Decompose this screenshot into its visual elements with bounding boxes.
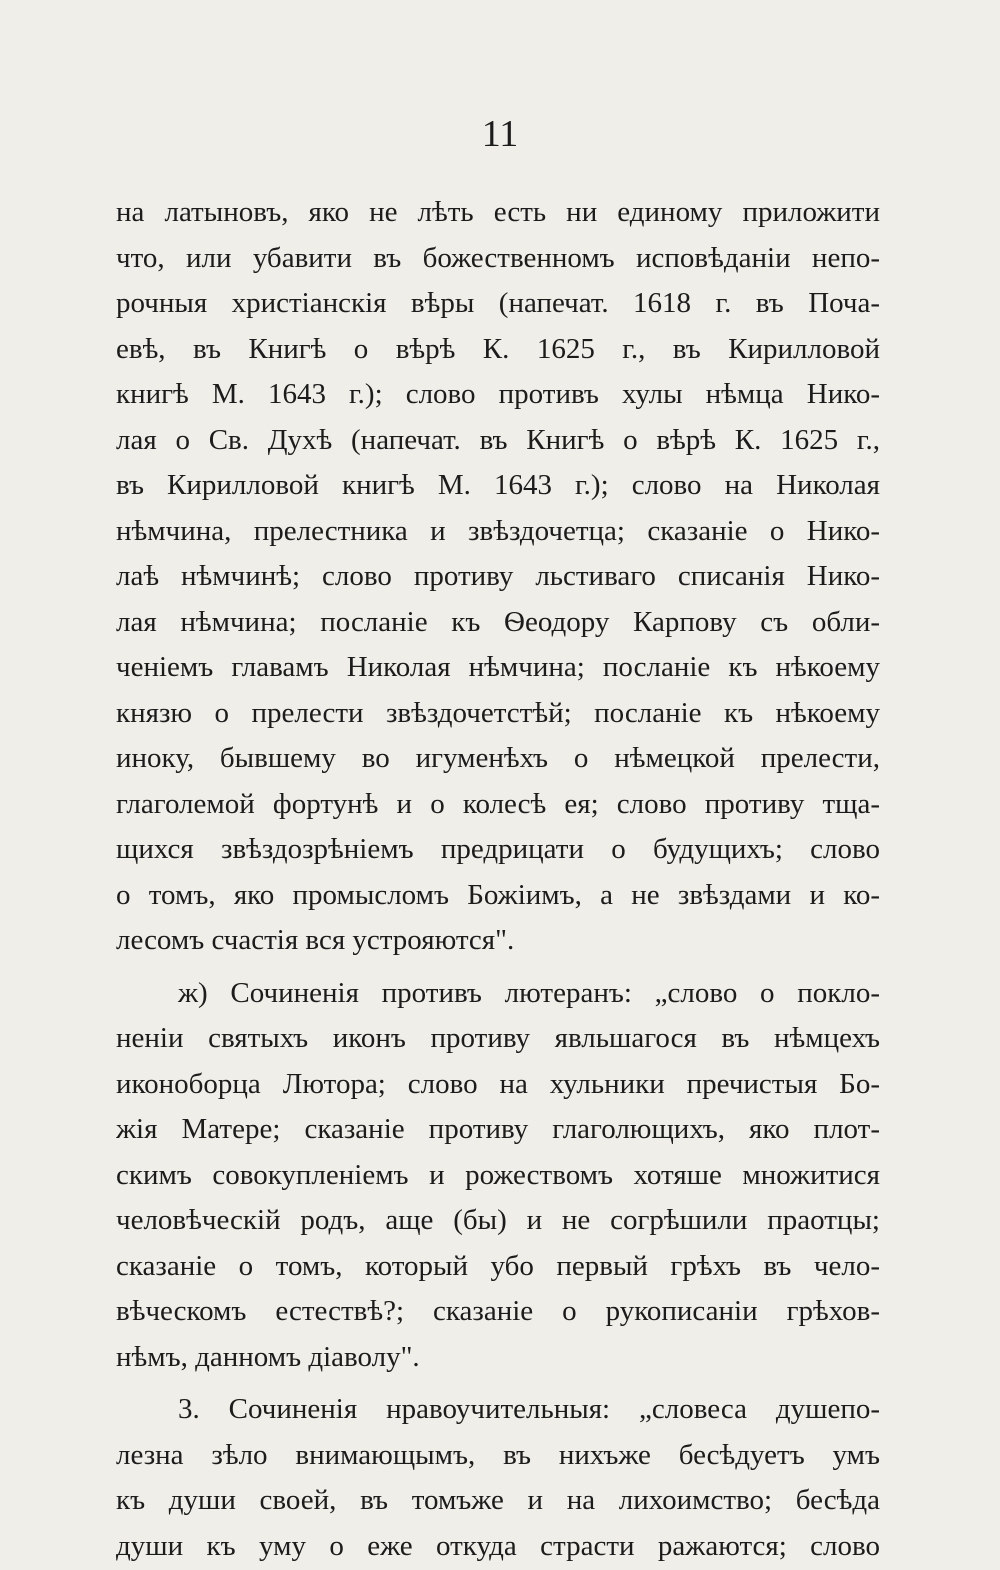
text-line: неніи святыхъ иконъ противу явльшагося въ нѣмцехъ: [116, 1022, 880, 1054]
body-text: [116, 190, 880, 1569]
text-line: жія Матере; сказаніе противу глаголющихъ, яко плот-: [116, 1113, 880, 1145]
text-line: сказаніе о томъ, который убо первый грѣхъ въ чело-: [116, 1249, 880, 1282]
text-line: рочныя христіанскія вѣры (напечат. 1618 г. въ Поча-: [116, 287, 880, 319]
paragraph-gap: [116, 964, 880, 971]
text-line: ченіемъ главамъ Николая нѣмчина; посланіе къ нѣкоему: [116, 651, 880, 683]
paragraph-gap: [116, 1380, 880, 1387]
text-line: книгѣ М. 1643 г.); слово противъ хулы нѣмца Нико-: [116, 378, 880, 410]
text-line: что, или убавити въ божественномъ исповѣданіи непо-: [116, 241, 880, 274]
text-line: 3. Сочиненія нравоучительныя: „словеса душепо-: [178, 1393, 880, 1425]
text-line: лая о Св. Духѣ (напечат. въ Книгѣ о вѣрѣ К. 1625 г.,: [116, 423, 880, 456]
text-line: о томъ, яко промысломъ Божіимъ, а не звѣздами и ко-: [116, 878, 880, 911]
text-line: иконоборца Лютора; слово на хульники пречистыя Бо-: [116, 1067, 880, 1100]
text-line: скимъ совокупленіемъ и рожествомъ хотяше множитися: [116, 1158, 880, 1191]
text-line: въ Кирилловой книгѣ М. 1643 г.); слово на Николая: [116, 469, 880, 501]
text-line: души къ уму о еже откуда страсти ражаются; слово: [116, 1529, 880, 1562]
text-line: лаѣ нѣмчинѣ; слово противу льстиваго списанія Нико-: [116, 560, 880, 592]
page-number: 11: [481, 113, 519, 155]
text-line: нѣмчина, прелестника и звѣздочетца; сказаніе о Нико-: [116, 514, 880, 547]
text-line: къ души своей, въ томъже и на лихоимство; бесѣда: [116, 1484, 880, 1516]
text-line: человѣческій родъ, аще (бы) и не согрѣшили праотцы;: [116, 1204, 880, 1236]
text-line: лая нѣмчина; посланіе къ Ѳеодору Карпову съ обли-: [116, 605, 880, 638]
text-line: щихся звѣздозрѣніемъ предрицати о будущихъ; слово: [116, 833, 880, 865]
text-line: лесомъ счастія вся устрояются".: [116, 924, 515, 956]
text-line: евѣ, въ Книгѣ о вѣрѣ К. 1625 г., въ Кирилловой: [116, 332, 880, 365]
text-line: ж) Сочиненія противъ лютеранъ: „слово о покло-: [178, 976, 880, 1009]
text-line: на латыновъ, яко не лѣть есть ни единому приложити: [116, 196, 880, 228]
text-line: нѣмъ, данномъ діаволу".: [116, 1340, 420, 1373]
text-line: вѣческомъ естествѣ?; сказаніе о рукописаніи грѣхов-: [116, 1295, 880, 1327]
text-line: иноку, бывшему во игуменѣхъ о нѣмецкой прелести,: [116, 742, 880, 774]
text-line: князю о прелести звѣздочетстѣй; посланіе къ нѣкоему: [116, 696, 880, 729]
text-line: лезна зѣло внимающымъ, въ нихъже бесѣдуетъ умъ: [116, 1438, 880, 1471]
text-line: глаголемой фортунѣ и о колесѣ ея; слово противу тща-: [116, 787, 880, 820]
